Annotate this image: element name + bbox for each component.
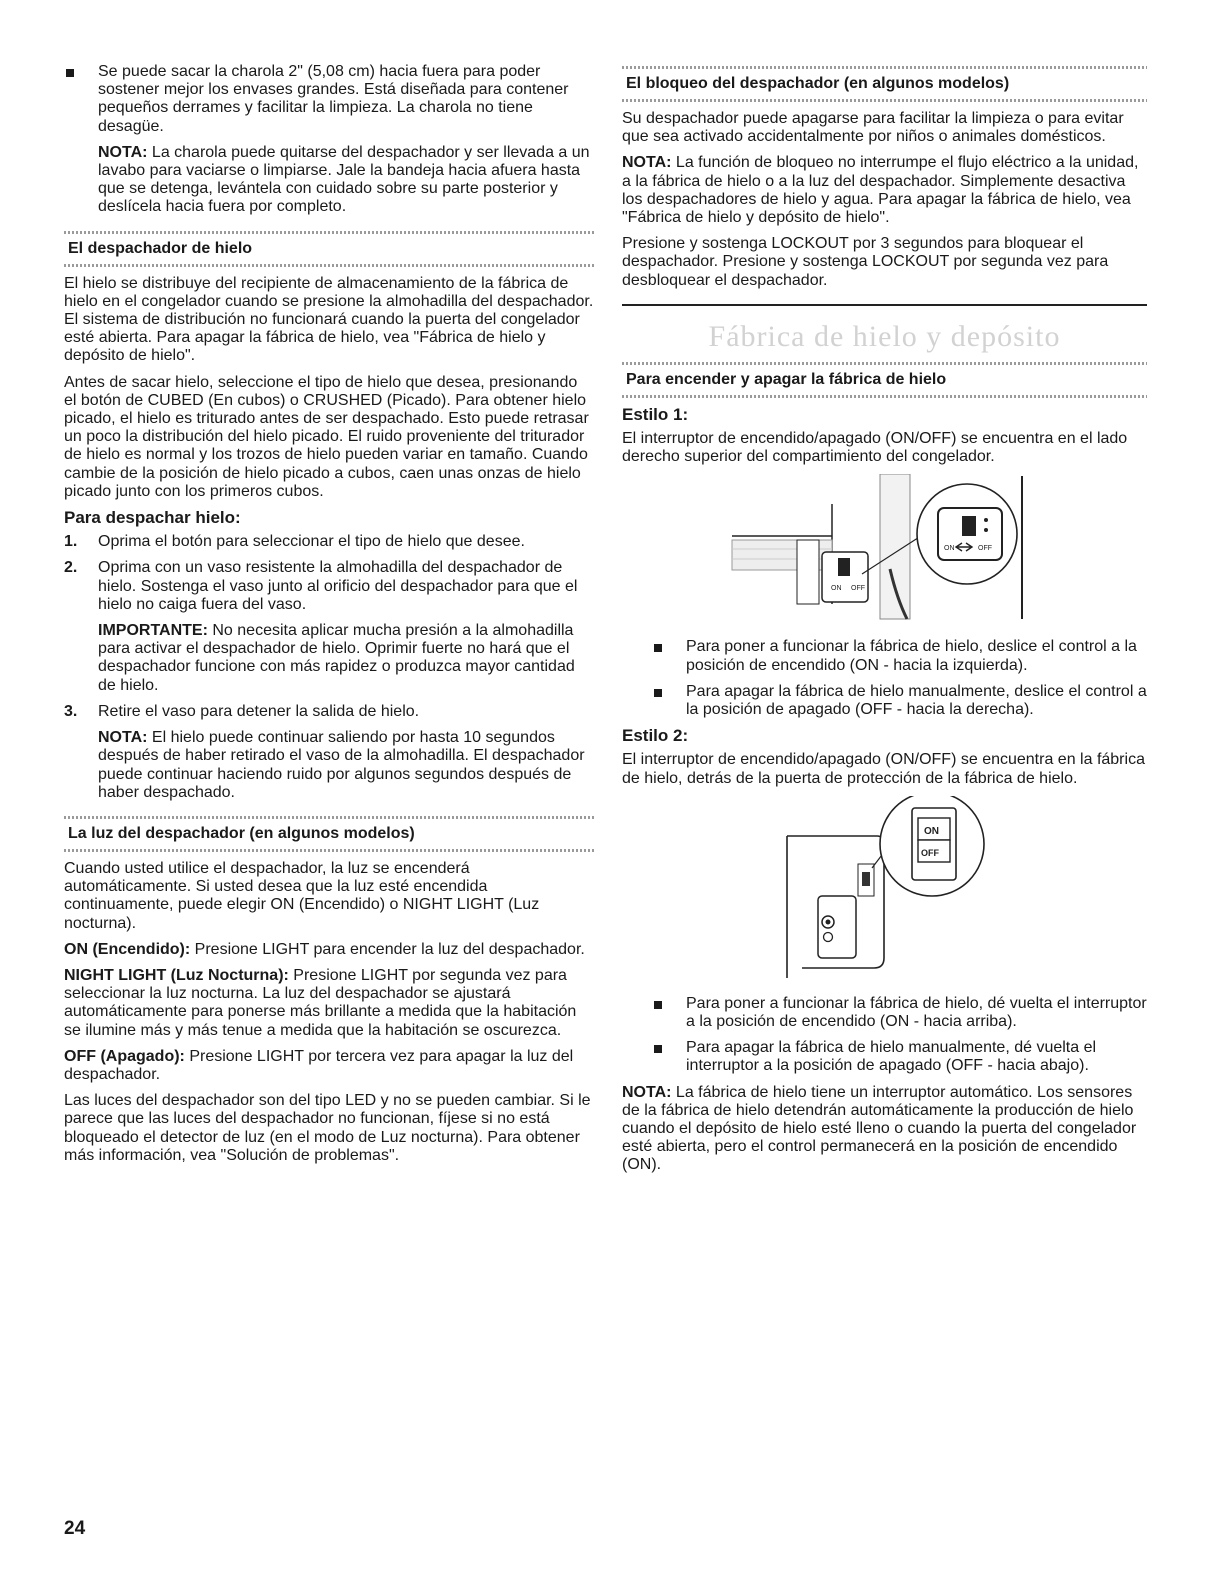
zoom-off-label: OFF [978, 545, 992, 553]
step-text: Retire el vaso para detener la salida de hielo. [98, 702, 420, 720]
style-1-paragraph: El interruptor de encendido/apagado (ON/OFF) se encuentra en el lado derecho superior del compartimiento del congelador. [622, 430, 1128, 466]
section-title: Fábrica de hielo y depósito [708, 319, 1061, 353]
rocker-off-label: OFF [921, 847, 939, 858]
note-label: NOTA: [98, 143, 148, 161]
light-paragraph-1: Cuando usted utilice el despachador, la luz se encenderá automáticamente. Si usted desea que la luz esté encendida continuamente, puede elegir ON (Encendido) o NIGHT LIGHT (Luz nocturna). [64, 859, 540, 932]
ice-maker-switch-illustration-style-1 [622, 474, 1147, 624]
note-text: El hielo puede continuar saliendo por hasta 10 segundos después de haber retirado el vaso de la almohadilla. El despachador puede continuar haciendo ruido por algunos segundos después de haber despachado. [98, 729, 585, 801]
note-label: NOTA: [622, 1083, 672, 1101]
lock-paragraph-2: Presione y sostenga LOCKOUT por 3 segundos para bloquear el despachador. Presione y sostenga LOCKOUT por segunda vez para desbloquear el despachador. [622, 235, 1109, 289]
dispenser-paragraph-1: El hielo se distribuye del recipiente de almacenamiento de la fábrica de hielo en el congelador cuando se presione la almohadilla del despachador. El sistema de distribución no funcionará cuando la puerta del congelador esté abierta. Para apagar la fábrica de hielo, vea "Fábrica de hielo y depósito de hielo". [64, 274, 594, 365]
note-text: La charola puede quitarse del despachador y ser llevada a un lavabo para vaciarse o limpiarse. Jale la bandeja hacia afuera hasta que se detenga, levántela con cuidado sobre su parte posterior y deslícela hacia fuera por completo. [98, 143, 590, 216]
step-1 [64, 533, 594, 551]
right-column [622, 66, 1147, 1183]
light-paragraph-2: Las luces del despachador son del tipo LED y no se pueden cambiar. Si le parece que las luces del despachador no funcionan, fíjese si no está bloqueado el detector de luz (en el modo de Luz nocturna). Para obtener más información, vea "Solución de problemas". [64, 1092, 591, 1164]
section-heading-dispenser-lock [622, 66, 1147, 102]
off-label: OFF (Apagado): [64, 1047, 185, 1065]
dispenser-paragraph-2: Antes de sacar hielo, seleccione el tipo de hielo que desea, presionando el botón de CUBED (En cubos) o CRUSHED (Picado). Para obtener hielo picado, el hielo es triturado antes de ser despachado. Esto puede retrasar un poco la distribución del hielo picado. El ruido proveniente del triturador de hielo es normal y los trozos de hielo pueden variar en tamaño. Cuando cambie de la posición de hielo picado a cubos, caen unas onzas de hielo picado junto con los primeros cubos. [64, 373, 589, 500]
off-text: Presione LIGHT por tercera vez para apagar la luz del despachador. [64, 1047, 574, 1083]
lock-note [622, 154, 1147, 227]
section-heading-ice-maker-onoff [622, 362, 1147, 398]
heading-text: Para encender y apagar la fábrica de hielo [626, 370, 947, 388]
light-on [64, 941, 594, 959]
style-1-bullet-on: Para poner a funcionar la fábrica de hielo, deslice el control a la posición de encendido (ON - hacia la izquierda). [652, 638, 1147, 674]
heading-text: El despachador de hielo [68, 239, 253, 257]
zoom-on-label: ON [944, 545, 955, 553]
note-text: La fábrica de hielo tiene un interruptor automático. Los sensores de la fábrica de hielo detendrán automáticamente la producción de hielo cuando el depósito de hielo esté lleno o cuando la puerta del congelador esté abierta, pero el control permanecerá en la posición de encendido (ON). [622, 1083, 1137, 1174]
section-divider [622, 304, 1147, 306]
night-text: Presione LIGHT por segunda vez para seleccionar la luz nocturna. La luz del despachador se ajustará automáticamente para ponerse más brillante a medida que la habitación se ilumine más y más tenue a medida que la habitación se oscurezca. [64, 966, 577, 1039]
step-3 [64, 703, 594, 721]
subheading-dispense-ice: Para despachar hielo: [64, 508, 241, 528]
style-2-heading: Estilo 2: [622, 726, 689, 746]
style-2-paragraph: El interruptor de encendido/apagado (ON/OFF) se encuentra en la fábrica de hielo, detrás de la puerta de protección de la fábrica de hielo. [622, 751, 1145, 787]
step-number: 2. [64, 559, 78, 577]
note-label: NOTA: [622, 154, 672, 172]
step-number: 1. [64, 533, 78, 551]
section-heading-ice-dispenser [64, 231, 594, 267]
important-note [64, 622, 594, 695]
heading-text: El bloqueo del despachador (en algunos modelos) [626, 75, 1010, 92]
light-night [64, 967, 594, 1040]
step-number: 3. [64, 702, 78, 720]
step-2 [64, 559, 594, 614]
rocker-on-label: ON [924, 825, 939, 837]
switch-on-label: ON [831, 585, 842, 593]
important-label: IMPORTANTE: [98, 622, 208, 640]
automatic-switch-note [622, 1084, 1147, 1175]
style-2-bullet-on: Para poner a funcionar la fábrica de hielo, dé vuelta el interruptor a la posición de encendido (ON - hacia arriba). [652, 995, 1147, 1031]
step-text: Oprima con un vaso resistente la almohadilla del despachador de hielo. Sostenga el vaso junto al orificio del despachador para que el hielo no caiga fuera del vaso. [98, 559, 578, 613]
light-off [64, 1048, 594, 1084]
important-text: No necesita aplicar mucha presión a la almohadilla para activar el despachador de hielo. Oprimir fuerte no hará que el despachador funcione con más rapidez o produzca mayor cantidad de hielo. [98, 622, 575, 694]
page-number: 24 [64, 1518, 86, 1539]
note-continue [64, 729, 594, 802]
on-text: Presione LIGHT para encender la luz del despachador. [190, 940, 585, 958]
tray-paragraph: Se puede sacar la charola 2" (5,08 cm) hacia fuera para poder sostener mejor los envases grandes. Está diseñada para contener pequeños derrames y facilitar la limpieza. La charola no tiene desagüe. [64, 63, 594, 136]
step-text: Oprima el botón para seleccionar el tipo de hielo que desee. [98, 533, 525, 551]
switch-off-label: OFF [851, 585, 865, 593]
heading-text: La luz del despachador (en algunos modelos) [68, 824, 415, 842]
note-text: La función de bloqueo no interrumpe el flujo eléctrico a la unidad, a la fábrica de hielo o a la luz del despachador. Simplemente desactiva los despachadores de hielo y agua. Para apagar la fábrica de hielo, vea "Fábrica de hielo y depósito de hielo". [622, 154, 1139, 227]
note-tray [64, 144, 594, 217]
ice-maker-switch-illustration-style-2 [622, 796, 1147, 981]
note-label: NOTA: [98, 729, 148, 747]
on-label: ON (Encendido): [64, 940, 191, 958]
style-2-bullet-off: Para apagar la fábrica de hielo manualmente, dé vuelta el interruptor a la posición de apagado (OFF - hacia abajo). [652, 1039, 1147, 1075]
left-column [64, 63, 594, 1173]
section-heading-dispenser-light [64, 816, 594, 852]
style-1-bullet-off: Para apagar la fábrica de hielo manualmente, deslice el control a la posición de apagado (OFF - hacia la derecha). [652, 683, 1147, 719]
night-label: NIGHT LIGHT (Luz Nocturna): [64, 966, 289, 984]
lock-paragraph-1: Su despachador puede apagarse para facilitar la limpieza o para evitar que sea activado accidentalmente por niños o animales domésticos. [622, 110, 1124, 146]
style-1-heading: Estilo 1: [622, 404, 689, 424]
